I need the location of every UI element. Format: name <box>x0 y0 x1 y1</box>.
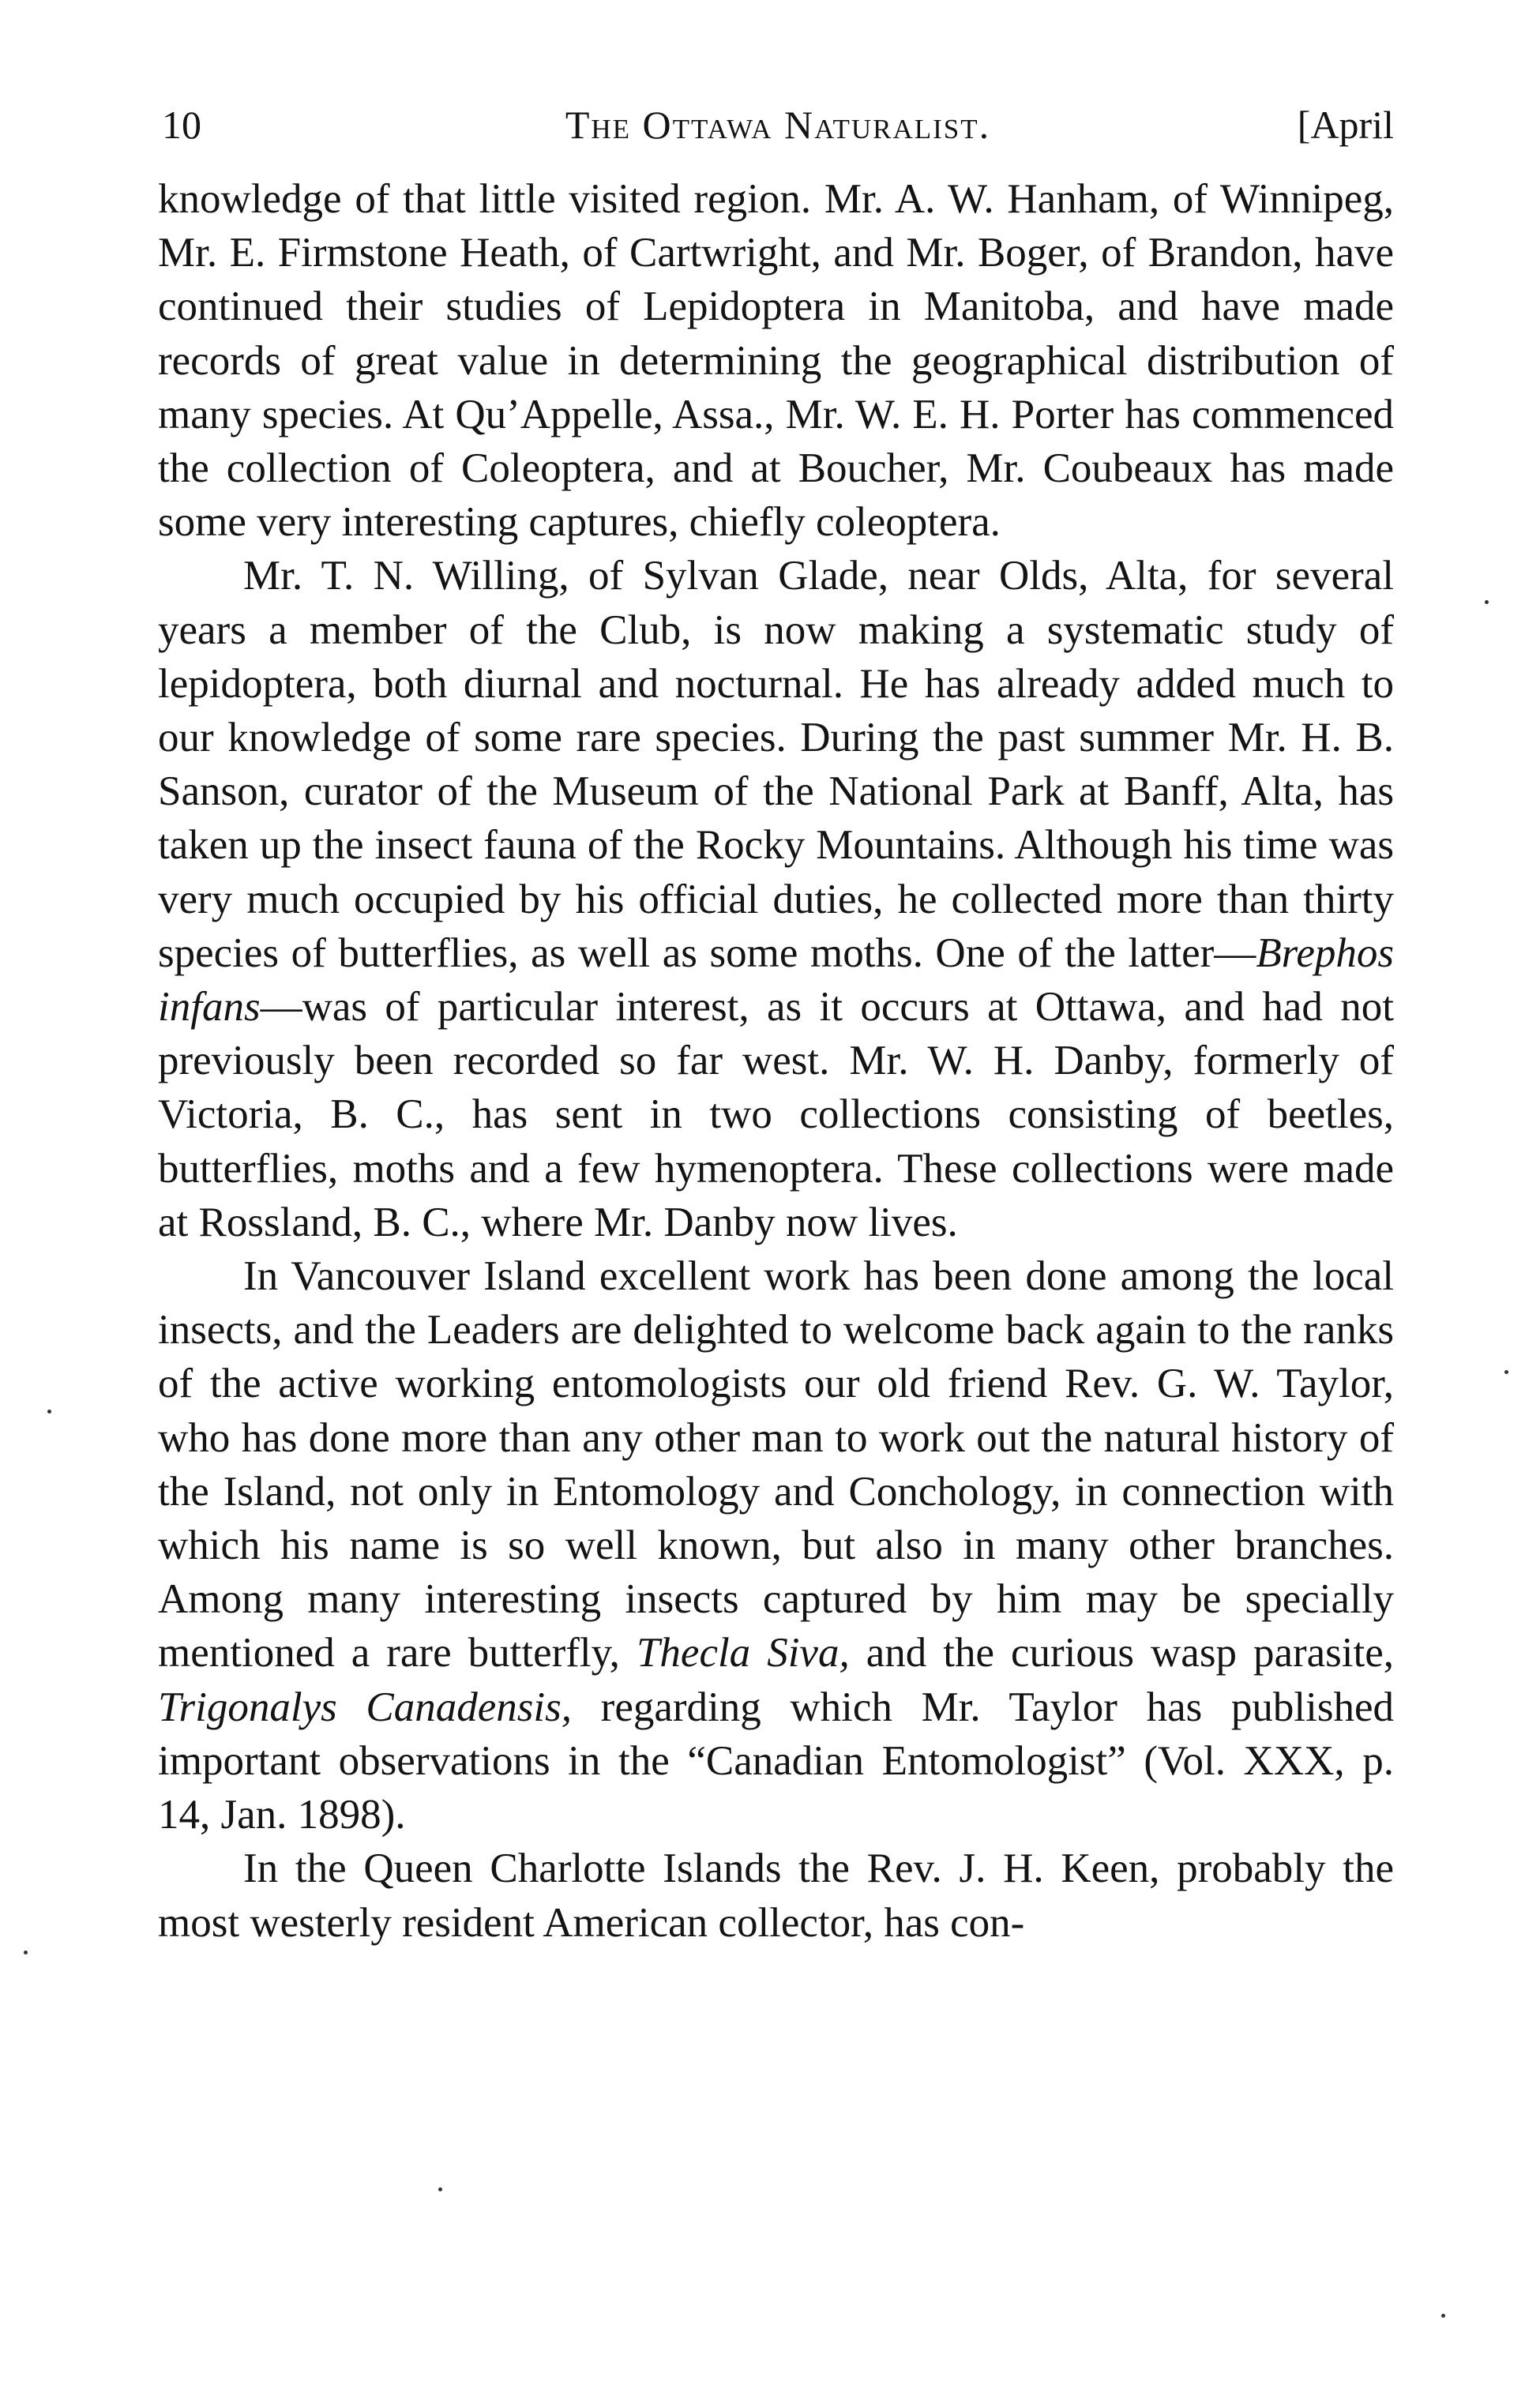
article-body <box>158 172 1394 1950</box>
paragraph-vancouver-island <box>158 1249 1394 1842</box>
paragraph-queen-charlotte <box>158 1842 1394 1949</box>
print-speck <box>1504 1370 1508 1374</box>
print-speck <box>1485 600 1489 604</box>
print-speck <box>24 1951 28 1954</box>
month-label: [April <box>1297 103 1394 147</box>
paragraph-text: regarding which Mr. Taylor has published important observations in the “Canadian Entomologist” (Vol. XXX, p. 14, Jan. 1898). <box>158 1684 1394 1838</box>
page-number: 10 <box>162 103 201 147</box>
paragraph-text: In the Queen Charlotte Islands the Rev. J. H. Keen, probably the most westerly resident American collector, has con- <box>158 1845 1394 1946</box>
running-header <box>162 93 1394 156</box>
print-speck <box>47 1410 51 1414</box>
species-name-thecla-siva: Thecla Siva, <box>636 1630 850 1676</box>
paragraph-willing <box>158 549 1394 1249</box>
paragraph-text: and the curious wasp parasite, <box>849 1630 1395 1676</box>
species-name-trigonalys-canadensis: Trigonalys Canadensis, <box>158 1684 573 1730</box>
paragraph-manitoba <box>158 172 1394 549</box>
print-speck <box>438 2187 442 2191</box>
paragraph-text: knowledge of that little visited region. Mr. A. W. Hanham, of Winnipeg, Mr. E. Firmstone Heath, of Cartwright, and Mr. Boger, of Brandon, have continued their studies of Lepidoptera in Manitoba, and have made records of great value in determining the geographical distribution of many species. At Qu’Appelle, Assa., Mr. W. E. H. Porter has commenced the collection of Coleoptera, and at Boucher, Mr. Coubeaux has made some very interesting captures, chiefly coleoptera. <box>158 176 1394 546</box>
print-speck <box>1441 2314 1445 2318</box>
paragraph-text: In Vancouver Island excellent work has been done among the local insects, and the Leaders are delighted to welcome back again to the ranks of the active working entomologists our old friend Rev. G. W. Taylor, who has done more than any other man to work out the natural history of the Island, not only in Entomology and Conchology, in connection with which his name is so well known, but also in many other branches. Among many interesting insects captured by him may be specially mentioned a rare butterfly, <box>158 1253 1394 1676</box>
running-title: The Ottawa Naturalist. <box>565 103 991 147</box>
paragraph-text: Mr. T. N. Willing, of Sylvan Glade, near Olds, Alta, for several years a member of the Club, is now making a systematic study of lepidoptera, both diurnal and nocturnal. He has already added much to our knowledge of some rare species. During the past summer Mr. H. B. Sanson, curator of the Museum of the National Park at Banff, Alta, has taken up the insect fauna of the Rocky Mountains. Although his time was very much occupied by his official duties, he collected more than thirty species of butterflies, as well as some moths. One of the latter— <box>158 553 1394 976</box>
paragraph-text: —was of particular interest, as it occurs at Ottawa, and had not previously been recorded so far west. Mr. W. H. Danby, formerly of Victoria, B. C., has sent in two collections consisting of beetles, butterflies, moths and a few hymenoptera. These collections were made at Rossland, B. C., where Mr. Danby now lives. <box>158 984 1394 1245</box>
species-name-brephos-infans: Brephos infans <box>158 929 1394 1031</box>
